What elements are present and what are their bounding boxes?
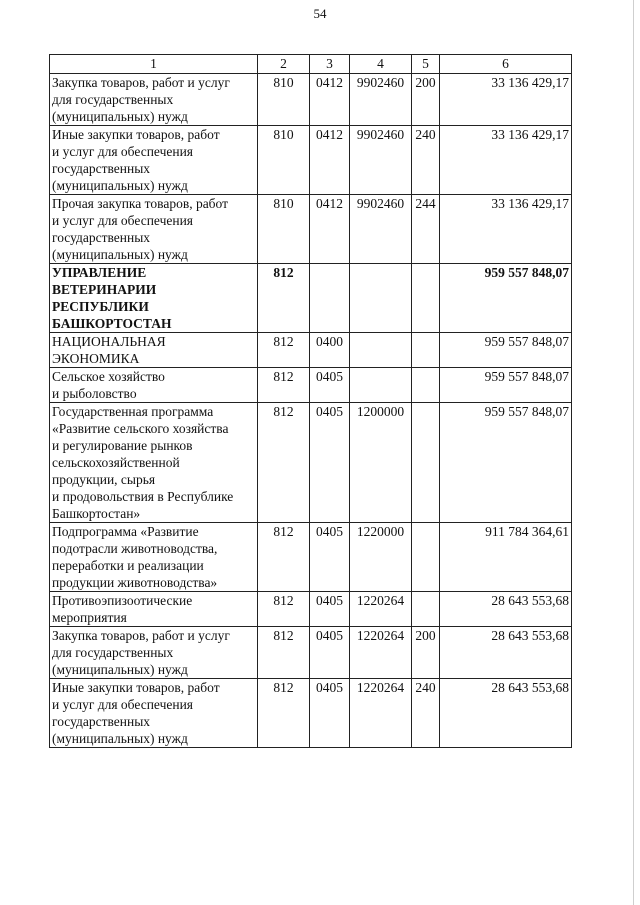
row-type-cell: 200 (412, 74, 440, 126)
row-article-cell: 1220000 (350, 523, 412, 592)
table-row (50, 74, 572, 126)
row-section-cell: 0405 (310, 523, 350, 592)
column-header: 4 (350, 55, 412, 74)
row-type-cell: 244 (412, 195, 440, 264)
row-type-cell (412, 264, 440, 333)
row-code-cell: 812 (258, 264, 310, 333)
row-code-cell: 812 (258, 403, 310, 523)
row-type-cell: 240 (412, 126, 440, 195)
row-name-cell: Закупка товаров, работ и услуг для государственных (муниципальных) нужд (50, 74, 258, 126)
row-type-cell (412, 368, 440, 403)
row-name-cell: УПРАВЛЕНИЕ ВЕТЕРИНАРИИ РЕСПУБЛИКИ БАШКОРТОСТАН (50, 264, 258, 333)
row-code-cell: 812 (258, 679, 310, 748)
row-name-cell: Подпрограмма «Развитие подотрасли животноводства, переработки и реализации продукции животноводства» (50, 523, 258, 592)
row-name-cell: Сельское хозяйство и рыболовство (50, 368, 258, 403)
page-edge-line (633, 0, 634, 905)
row-section-cell: 0412 (310, 195, 350, 264)
row-amount-cell: 959 557 848,07 (440, 368, 572, 403)
row-code-cell: 812 (258, 368, 310, 403)
column-header: 3 (310, 55, 350, 74)
row-article-cell: 1220264 (350, 627, 412, 679)
row-section-cell: 0405 (310, 368, 350, 403)
row-type-cell (412, 403, 440, 523)
column-header: 1 (50, 55, 258, 74)
row-article-cell: 9902460 (350, 195, 412, 264)
row-section-cell: 0412 (310, 126, 350, 195)
row-amount-cell: 28 643 553,68 (440, 592, 572, 627)
row-code-cell: 810 (258, 74, 310, 126)
row-type-cell (412, 333, 440, 368)
row-section-cell: 0405 (310, 403, 350, 523)
row-code-cell: 810 (258, 126, 310, 195)
row-section-cell: 0412 (310, 74, 350, 126)
row-amount-cell: 959 557 848,07 (440, 403, 572, 523)
row-name-cell: Прочая закупка товаров, работ и услуг для обеспечения государственных (муниципальных) нужд (50, 195, 258, 264)
row-amount-cell: 28 643 553,68 (440, 627, 572, 679)
row-amount-cell: 911 784 364,61 (440, 523, 572, 592)
table-row (50, 627, 572, 679)
column-header: 6 (440, 55, 572, 74)
row-code-cell: 812 (258, 592, 310, 627)
row-section-cell: 0405 (310, 679, 350, 748)
row-article-cell (350, 333, 412, 368)
row-section-cell: 0405 (310, 627, 350, 679)
table-row (50, 264, 572, 333)
row-type-cell: 200 (412, 627, 440, 679)
row-section-cell: 0405 (310, 592, 350, 627)
row-type-cell: 240 (412, 679, 440, 748)
table-body (50, 74, 572, 748)
row-article-cell (350, 264, 412, 333)
row-name-cell: Противоэпизоотические мероприятия (50, 592, 258, 627)
budget-table (49, 54, 572, 748)
row-amount-cell: 959 557 848,07 (440, 333, 572, 368)
row-amount-cell: 959 557 848,07 (440, 264, 572, 333)
row-amount-cell: 33 136 429,17 (440, 195, 572, 264)
table-row (50, 126, 572, 195)
row-name-cell: НАЦИОНАЛЬНАЯ ЭКОНОМИКА (50, 333, 258, 368)
row-code-cell: 812 (258, 333, 310, 368)
table-row (50, 592, 572, 627)
row-article-cell: 1200000 (350, 403, 412, 523)
row-type-cell (412, 523, 440, 592)
table-row (50, 679, 572, 748)
row-name-cell: Иные закупки товаров, работ и услуг для обеспечения государственных (муниципальных) нужд (50, 679, 258, 748)
row-article-cell: 9902460 (350, 74, 412, 126)
row-type-cell (412, 592, 440, 627)
row-code-cell: 812 (258, 627, 310, 679)
row-amount-cell: 28 643 553,68 (440, 679, 572, 748)
table-row (50, 403, 572, 523)
row-code-cell: 810 (258, 195, 310, 264)
row-article-cell: 9902460 (350, 126, 412, 195)
table-row (50, 333, 572, 368)
row-section-cell (310, 264, 350, 333)
table-row (50, 195, 572, 264)
table-row (50, 368, 572, 403)
row-name-cell: Закупка товаров, работ и услуг для государственных (муниципальных) нужд (50, 627, 258, 679)
row-amount-cell: 33 136 429,17 (440, 74, 572, 126)
row-article-cell (350, 368, 412, 403)
column-header: 2 (258, 55, 310, 74)
row-name-cell: Государственная программа «Развитие сельского хозяйства и регулирование рынков сельскохозяйственной продукции, сырья и продовольствия в Республике Башкортостан» (50, 403, 258, 523)
column-header: 5 (412, 55, 440, 74)
row-code-cell: 812 (258, 523, 310, 592)
row-amount-cell: 33 136 429,17 (440, 126, 572, 195)
table-header-row (50, 55, 572, 74)
row-name-cell: Иные закупки товаров, работ и услуг для обеспечения государственных (муниципальных) нужд (50, 126, 258, 195)
row-article-cell: 1220264 (350, 679, 412, 748)
page-number: 54 (313, 6, 327, 21)
table-row (50, 523, 572, 592)
row-section-cell: 0400 (310, 333, 350, 368)
row-article-cell: 1220264 (350, 592, 412, 627)
